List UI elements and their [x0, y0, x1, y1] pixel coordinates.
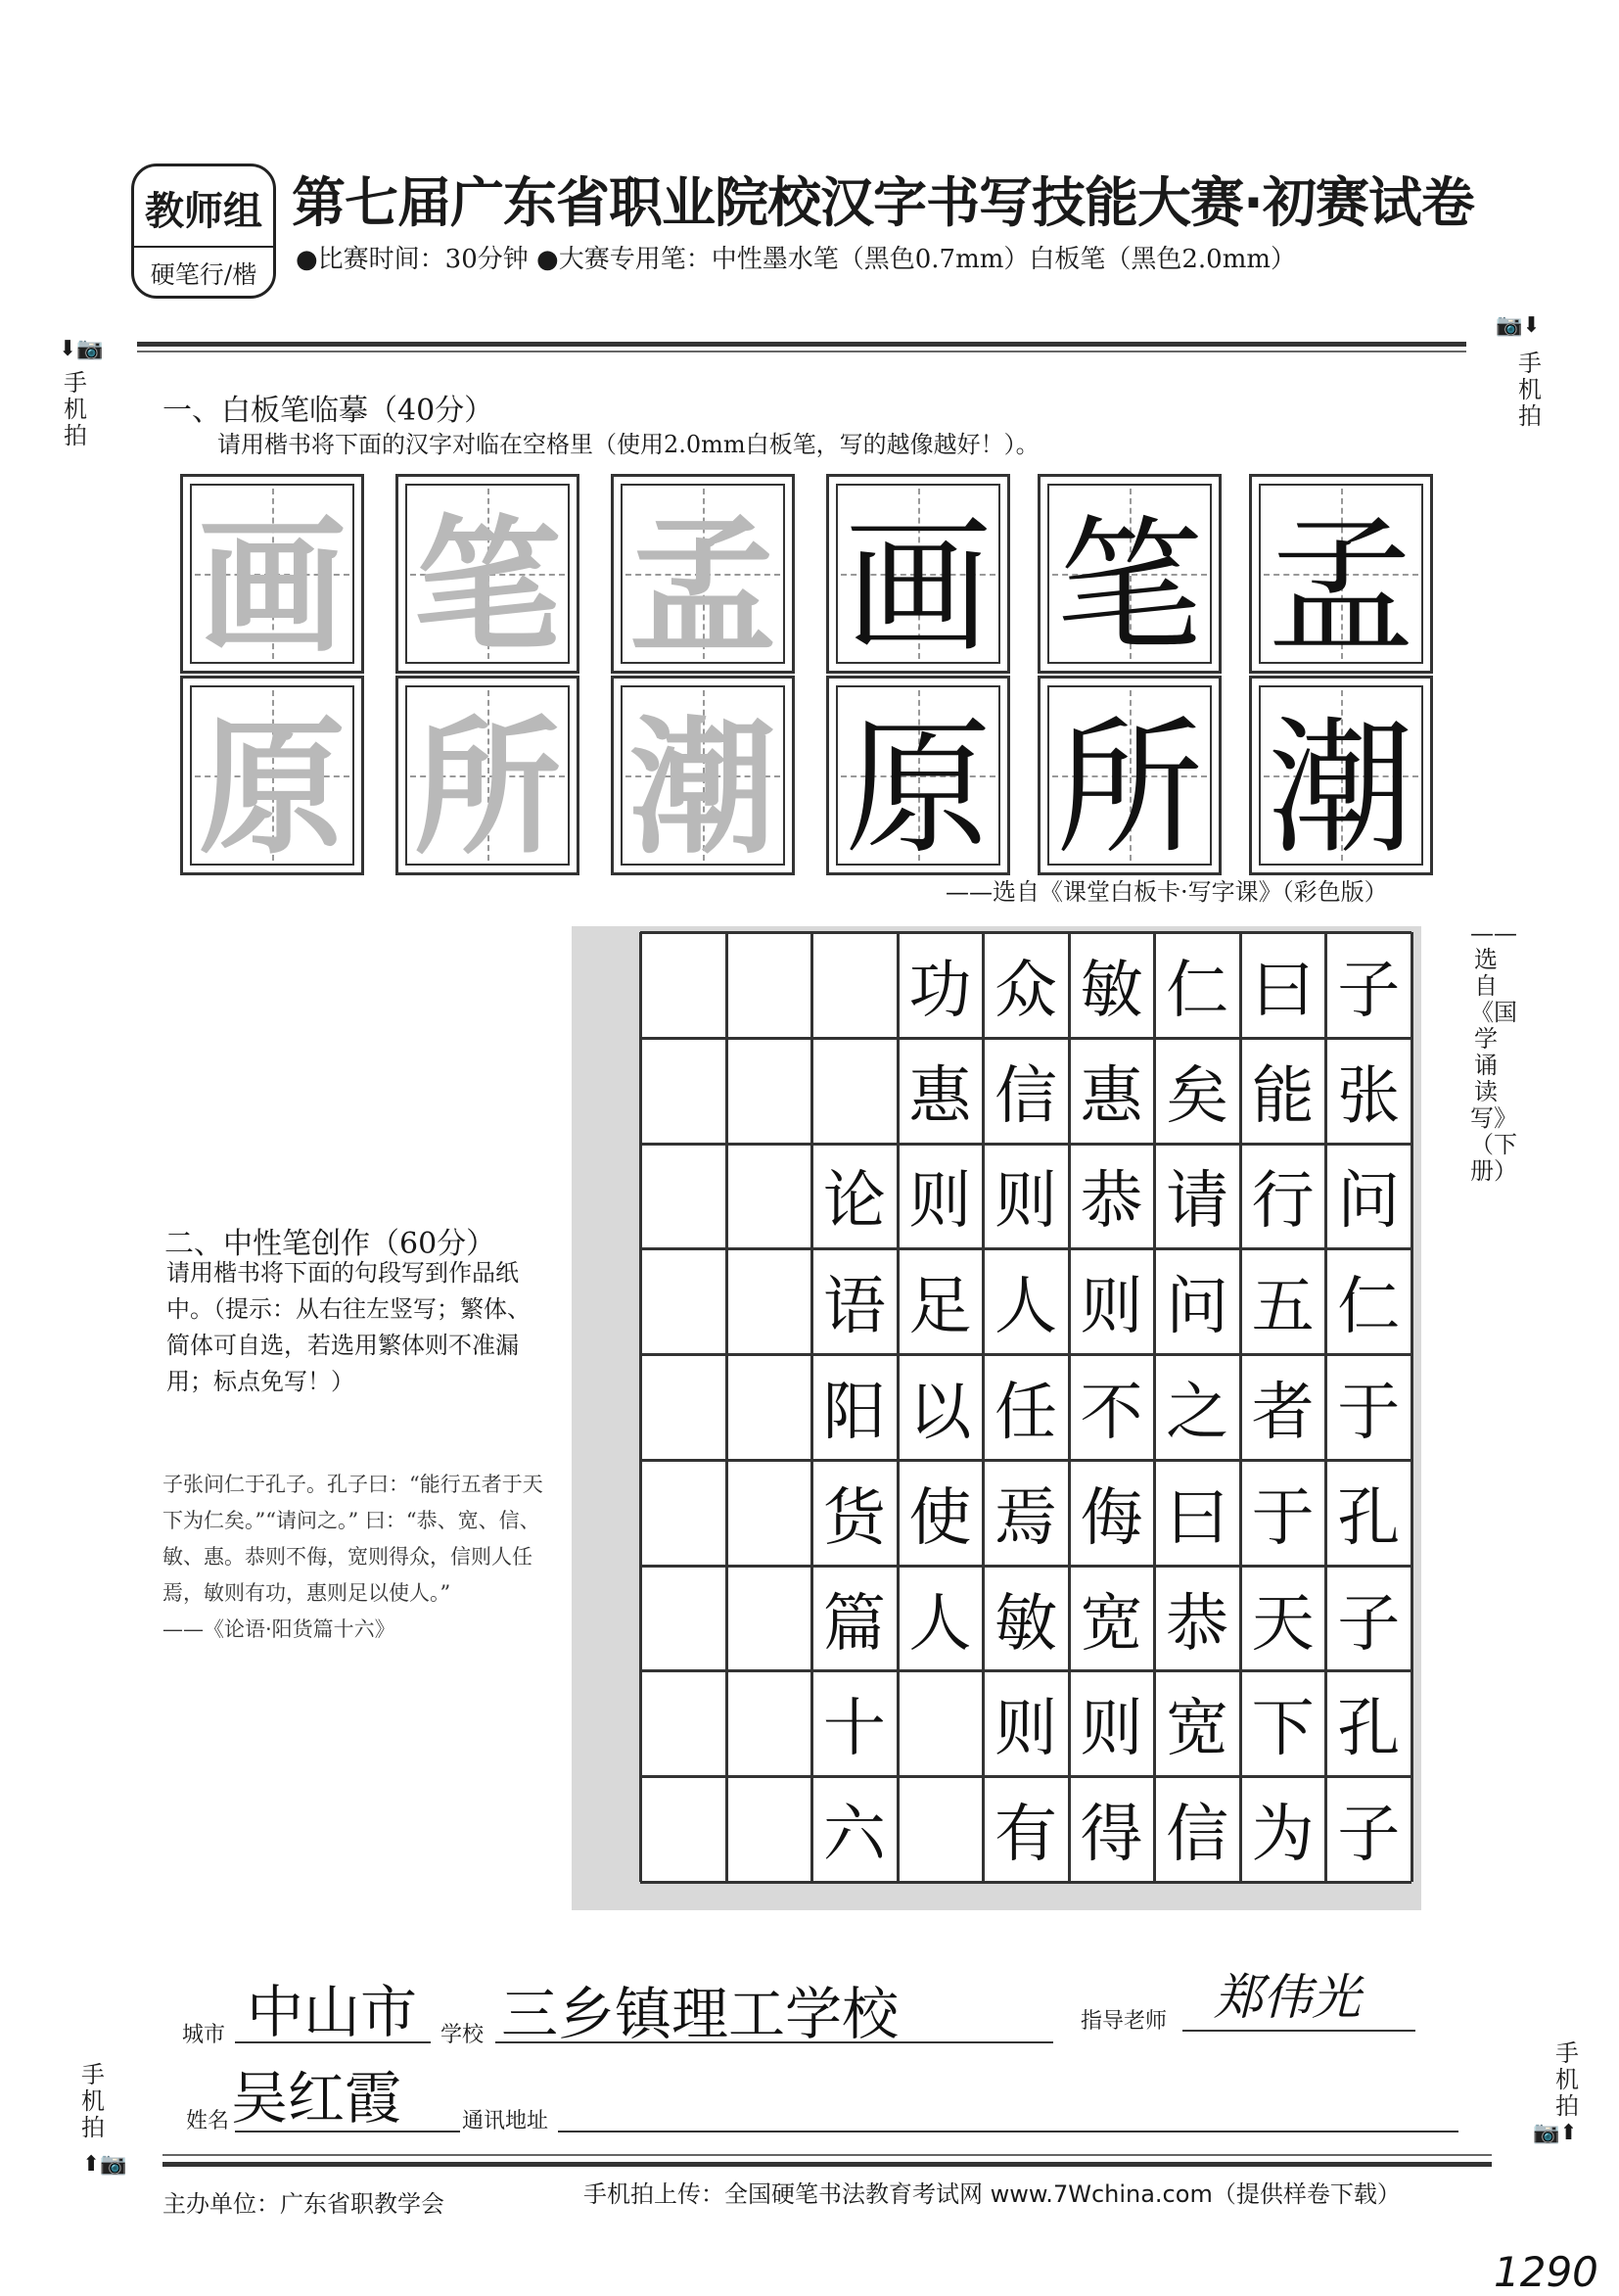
- grid-row-line: [640, 1669, 1411, 1672]
- writing-cell[interactable]: [640, 1248, 726, 1354]
- writing-cell[interactable]: [898, 1566, 984, 1671]
- handwritten-character: 信: [1166, 1799, 1229, 1872]
- handwritten-character: 使: [908, 1481, 972, 1555]
- handwritten-character: 则: [994, 1165, 1057, 1239]
- phone-photo-label-left-top: 手机拍: [64, 369, 87, 449]
- writing-cell[interactable]: [726, 1670, 812, 1776]
- handwritten-character: 则: [1080, 1271, 1143, 1344]
- handwritten-character: 孔: [1337, 1693, 1401, 1766]
- model-character: 笔: [413, 502, 561, 673]
- writing-cell[interactable]: [1240, 1566, 1326, 1671]
- handwritten-character: 问: [1337, 1165, 1401, 1239]
- writing-cell[interactable]: [726, 1354, 812, 1460]
- handwritten-character: 子: [1337, 954, 1401, 1027]
- writing-cell[interactable]: [983, 1248, 1069, 1354]
- grid-column-line: [1068, 932, 1071, 1882]
- bottom-rule-thin: [162, 2154, 1492, 2156]
- handwritten-character: 得: [1080, 1799, 1143, 1872]
- writing-cell[interactable]: [1069, 1038, 1155, 1144]
- writing-cell[interactable]: [726, 1248, 812, 1354]
- writing-cell[interactable]: [898, 1354, 984, 1460]
- copied-character: 笔: [1055, 502, 1203, 673]
- writing-cell[interactable]: [811, 932, 898, 1038]
- handwritten-character: 者: [1251, 1376, 1315, 1449]
- section1-source: ——选自《课堂白板卡·写字课》（彩色版）: [946, 878, 1388, 906]
- writing-cell[interactable]: [1154, 1776, 1240, 1882]
- grid-column-line: [1324, 932, 1327, 1882]
- writing-cell[interactable]: [811, 1566, 898, 1671]
- handwritten-character: 为: [1251, 1799, 1315, 1872]
- camera-marker-right-top: 📷⬇: [1496, 313, 1541, 338]
- handwritten-character: 人: [994, 1271, 1057, 1344]
- model-cell: [395, 474, 579, 674]
- writing-cell[interactable]: [1154, 1670, 1240, 1776]
- writing-cell[interactable]: [811, 1144, 898, 1249]
- handwritten-character: 阳: [822, 1376, 886, 1449]
- writing-cell[interactable]: [726, 1776, 812, 1882]
- handwritten-character: 篇: [822, 1587, 886, 1661]
- handwritten-character: 恭: [1080, 1165, 1143, 1239]
- handwritten-character: 足: [908, 1271, 972, 1344]
- writing-cell[interactable]: [1240, 932, 1326, 1038]
- top-rule-thin: [137, 351, 1466, 352]
- phone-photo-label-right-bottom: 手机拍: [1555, 2039, 1579, 2120]
- writing-cell[interactable]: [811, 1460, 898, 1566]
- grid-row-line: [640, 1775, 1411, 1778]
- model-character: 所: [413, 704, 561, 874]
- grid-column-line: [725, 932, 728, 1882]
- section1-instruction: 请用楷书将下面的汉字对临在空格里（使用2.0mm白板笔，写的越像越好！）。: [217, 431, 1040, 458]
- handwritten-character: 信: [994, 1059, 1057, 1133]
- handwritten-character: 货: [822, 1481, 886, 1555]
- grid-column-line: [639, 932, 642, 1882]
- handwritten-character: 曰: [1251, 954, 1315, 1027]
- top-rule: [137, 342, 1466, 347]
- section1-title: 一、白板笔临摹（40分）: [162, 394, 494, 428]
- handwritten-character: 请: [1166, 1165, 1229, 1239]
- writing-cell[interactable]: [1154, 1354, 1240, 1460]
- school-label: 学校: [440, 2023, 485, 2047]
- grid-column-line: [1411, 932, 1413, 1882]
- footer-upload-info: 手机拍上传：全国硬笔书法教育考试网 www.7Wchina.com（提供样卷下载）: [583, 2180, 1401, 2208]
- handwritten-character: 下: [1251, 1693, 1315, 1766]
- handwritten-character: 六: [822, 1799, 886, 1872]
- city-value[interactable]: 中山市: [247, 1979, 418, 2045]
- writing-cell[interactable]: [1325, 1144, 1411, 1249]
- grid-row-line: [640, 1143, 1411, 1146]
- camera-marker-left-bottom: ⬆📷: [82, 2152, 127, 2177]
- model-cell: [180, 474, 364, 674]
- copy-cell[interactable]: [1249, 676, 1433, 875]
- handwritten-character: 仁: [1337, 1271, 1401, 1344]
- section2-title: 二、中性笔创作（60分）: [164, 1227, 496, 1261]
- grid-row-line: [640, 1459, 1411, 1462]
- phone-photo-label-left-bottom: 手机拍: [81, 2061, 105, 2141]
- address-label: 通讯地址: [462, 2109, 549, 2133]
- writing-cell[interactable]: [1325, 1248, 1411, 1354]
- camera-marker-left-top: ⬇📷: [59, 337, 104, 361]
- handwritten-character: 则: [1080, 1693, 1143, 1766]
- copied-character: 原: [844, 704, 992, 874]
- writing-cell[interactable]: [640, 1460, 726, 1566]
- writing-cell[interactable]: [1154, 1144, 1240, 1249]
- writing-cell[interactable]: [640, 1776, 726, 1882]
- writing-cell[interactable]: [898, 1670, 984, 1776]
- handwritten-character: 敏: [994, 1587, 1057, 1661]
- writing-cell[interactable]: [726, 1460, 812, 1566]
- writing-cell[interactable]: [1069, 1670, 1155, 1776]
- writing-cell[interactable]: [898, 932, 984, 1038]
- group-name: 教师组: [145, 189, 262, 234]
- writing-cell[interactable]: [983, 1460, 1069, 1566]
- writing-cell[interactable]: [640, 1670, 726, 1776]
- handwritten-character: 仁: [1166, 954, 1229, 1027]
- copy-cell[interactable]: [826, 676, 1010, 875]
- contest-info: ●比赛时间：30分钟 ●大赛专用笔：中性墨水笔（黑色0.7mm）白板笔（黑色2.0mm）: [296, 245, 1297, 274]
- group-sub: 硬笔行/楷: [134, 246, 273, 291]
- writing-cell[interactable]: [640, 1038, 726, 1144]
- handwritten-character: 子: [1337, 1799, 1401, 1872]
- model-cell: [395, 676, 579, 875]
- passage-attribution: ——《论语·阳货篇十六》: [162, 1617, 395, 1641]
- model-cell: [180, 676, 364, 875]
- handwritten-character: 矣: [1166, 1059, 1229, 1133]
- model-character: 原: [198, 704, 346, 874]
- writing-cell[interactable]: [811, 1248, 898, 1354]
- writing-cell[interactable]: [1154, 1460, 1240, 1566]
- writing-cell[interactable]: [640, 1566, 726, 1671]
- name-label: 姓名: [186, 2109, 230, 2133]
- grid-column-line: [897, 932, 900, 1882]
- page-title: 第七届广东省职业院校汉字书写技能大赛·初赛试卷: [292, 171, 1474, 234]
- copied-character: 所: [1055, 704, 1203, 874]
- writing-cell[interactable]: [1325, 1460, 1411, 1566]
- writing-cell[interactable]: [898, 1248, 984, 1354]
- source-passage: [162, 1467, 554, 1648]
- writing-cell[interactable]: [983, 1566, 1069, 1671]
- grid-column-line: [810, 932, 813, 1882]
- model-cell: [611, 474, 795, 674]
- bottom-rule: [162, 2162, 1492, 2167]
- handwritten-character: 惠: [908, 1059, 972, 1133]
- section2-instruction: 请用楷书将下面的句段写到作品纸中。（提示：从右往左竖写；繁体、简体可自选，若选用繁体则不准漏用；标点免写！）: [166, 1259, 531, 1395]
- writing-cell[interactable]: [898, 1038, 984, 1144]
- group-badge: [131, 164, 276, 299]
- handwritten-character: 曰: [1166, 1481, 1229, 1555]
- handwritten-character: 论: [822, 1165, 886, 1239]
- writing-cell[interactable]: [983, 1354, 1069, 1460]
- handwritten-character: 之: [1166, 1376, 1229, 1449]
- writing-cell[interactable]: [1069, 1354, 1155, 1460]
- writing-cell[interactable]: [811, 1354, 898, 1460]
- writing-cell[interactable]: [898, 1460, 984, 1566]
- writing-cell[interactable]: [726, 1566, 812, 1671]
- writing-cell[interactable]: [1325, 1670, 1411, 1776]
- handwritten-character: 行: [1251, 1165, 1315, 1239]
- grid-row-line: [640, 1247, 1411, 1250]
- handwritten-character: 恭: [1166, 1587, 1229, 1661]
- copied-character: 潮: [1267, 704, 1414, 874]
- handwritten-character: 不: [1080, 1376, 1143, 1449]
- handwritten-character: 十: [822, 1693, 886, 1766]
- handwritten-character: 有: [994, 1799, 1057, 1872]
- writing-cell[interactable]: [983, 1144, 1069, 1249]
- writing-cell[interactable]: [1154, 1248, 1240, 1354]
- handwritten-character: 于: [1337, 1376, 1401, 1449]
- writing-cell[interactable]: [983, 932, 1069, 1038]
- grid-row-line: [640, 1037, 1411, 1040]
- handwritten-character: 则: [994, 1693, 1057, 1766]
- copied-character: 画: [844, 502, 992, 673]
- handwritten-character: 人: [908, 1587, 972, 1661]
- writing-cell[interactable]: [726, 932, 812, 1038]
- handwritten-character: 问: [1166, 1271, 1229, 1344]
- copy-cell[interactable]: [1249, 474, 1433, 674]
- handwritten-character: 语: [822, 1271, 886, 1344]
- handwritten-character: 天: [1251, 1587, 1315, 1661]
- writing-cell[interactable]: [1325, 932, 1411, 1038]
- writing-cell[interactable]: [726, 1144, 812, 1249]
- handwritten-character: 任: [994, 1376, 1057, 1449]
- handwritten-character: 于: [1251, 1481, 1315, 1555]
- writing-cell[interactable]: [640, 1144, 726, 1249]
- grid-row-line: [640, 931, 1411, 934]
- school-value[interactable]: 三乡镇理工学校: [501, 1981, 900, 2047]
- handwritten-character: 子: [1337, 1587, 1401, 1661]
- writing-cell[interactable]: [640, 1354, 726, 1460]
- writing-cell[interactable]: [811, 1670, 898, 1776]
- writing-cell[interactable]: [983, 1038, 1069, 1144]
- writing-cell[interactable]: [1325, 1776, 1411, 1882]
- handwritten-character: 宽: [1166, 1693, 1229, 1766]
- handwritten-character: 能: [1251, 1059, 1315, 1133]
- writing-cell[interactable]: [1325, 1566, 1411, 1671]
- writing-cell[interactable]: [726, 1038, 812, 1144]
- footer-organizer: 主办单位：广东省职教学会: [162, 2190, 444, 2218]
- handwritten-character: 功: [908, 954, 972, 1027]
- address-underline[interactable]: [558, 2131, 1458, 2132]
- city-label: 城市: [182, 2023, 226, 2047]
- writing-cell[interactable]: [1240, 1038, 1326, 1144]
- writing-cell[interactable]: [898, 1144, 984, 1249]
- writing-cell[interactable]: [983, 1670, 1069, 1776]
- writing-cell[interactable]: [1240, 1144, 1326, 1249]
- handwritten-character: 则: [908, 1165, 972, 1239]
- handwritten-character: 宽: [1080, 1587, 1143, 1661]
- handwritten-character: 焉: [994, 1481, 1057, 1555]
- writing-cell[interactable]: [1069, 1776, 1155, 1882]
- teacher-label: 指导老师: [1081, 2009, 1168, 2034]
- copy-cell[interactable]: [1038, 474, 1222, 674]
- grid-column-line: [982, 932, 985, 1882]
- handwritten-character: 五: [1251, 1271, 1315, 1344]
- camera-marker-right-bottom: 📷⬆: [1533, 2121, 1578, 2145]
- teacher-underline: [1182, 2030, 1415, 2032]
- grid-column-line: [1239, 932, 1242, 1882]
- writing-cell[interactable]: [1069, 932, 1155, 1038]
- writing-cell[interactable]: [898, 1776, 984, 1882]
- writing-cell[interactable]: [1154, 1566, 1240, 1671]
- writing-cell[interactable]: [1240, 1354, 1326, 1460]
- handwritten-character: 侮: [1080, 1481, 1143, 1555]
- copied-character: 孟: [1267, 502, 1414, 673]
- handwritten-character: 以: [908, 1376, 972, 1449]
- model-character: 画: [198, 502, 346, 673]
- grid-row-line: [640, 1881, 1411, 1884]
- phone-photo-label-right-top: 手机拍: [1518, 350, 1542, 430]
- writing-cell[interactable]: [1240, 1776, 1326, 1882]
- writing-cell[interactable]: [1069, 1460, 1155, 1566]
- passage-text: 子张问仁于孔子。孔子曰：“能行五者于天下为仁矣。”“请问之。” 曰：“恭、宽、信、敏、惠。恭则不侮，宽则得众，信则人任焉，敏则有功，惠则足以使人。”: [162, 1473, 543, 1605]
- handwritten-character: 孔: [1337, 1481, 1401, 1555]
- writing-cell[interactable]: [811, 1776, 898, 1882]
- writing-cell[interactable]: [983, 1776, 1069, 1882]
- writing-cell[interactable]: [640, 932, 726, 1038]
- section2-source: ——选自《国学诵读写》（下册）: [1470, 919, 1517, 1185]
- grid-row-line: [640, 1353, 1411, 1356]
- writing-cell[interactable]: [1240, 1248, 1326, 1354]
- writing-cell[interactable]: [1240, 1460, 1326, 1566]
- copy-cell[interactable]: [826, 474, 1010, 674]
- writing-cell[interactable]: [1154, 1038, 1240, 1144]
- writing-cell[interactable]: [1069, 1566, 1155, 1671]
- grid-column-line: [1153, 932, 1156, 1882]
- writing-cell[interactable]: [1240, 1670, 1326, 1776]
- writing-cell[interactable]: [1325, 1354, 1411, 1460]
- handwritten-character: 敏: [1080, 954, 1143, 1027]
- writing-cell[interactable]: [1069, 1144, 1155, 1249]
- handwritten-character: 张: [1337, 1059, 1401, 1133]
- writing-cell[interactable]: [1325, 1038, 1411, 1144]
- handwritten-character: 惠: [1080, 1059, 1143, 1133]
- teacher-value[interactable]: 郑伟光: [1214, 1969, 1361, 2026]
- writing-cell[interactable]: [811, 1038, 898, 1144]
- model-character: 孟: [628, 502, 776, 673]
- name-value[interactable]: 吴红霞: [231, 2065, 402, 2132]
- grid-row-line: [640, 1565, 1411, 1568]
- writing-cell[interactable]: [1154, 932, 1240, 1038]
- writing-cell[interactable]: [1069, 1248, 1155, 1354]
- model-character: 潮: [628, 704, 776, 874]
- handwritten-character: 众: [994, 954, 1057, 1027]
- copy-cell[interactable]: [1038, 676, 1222, 875]
- page-number: 1290: [1494, 2248, 1598, 2296]
- model-cell: [611, 676, 795, 875]
